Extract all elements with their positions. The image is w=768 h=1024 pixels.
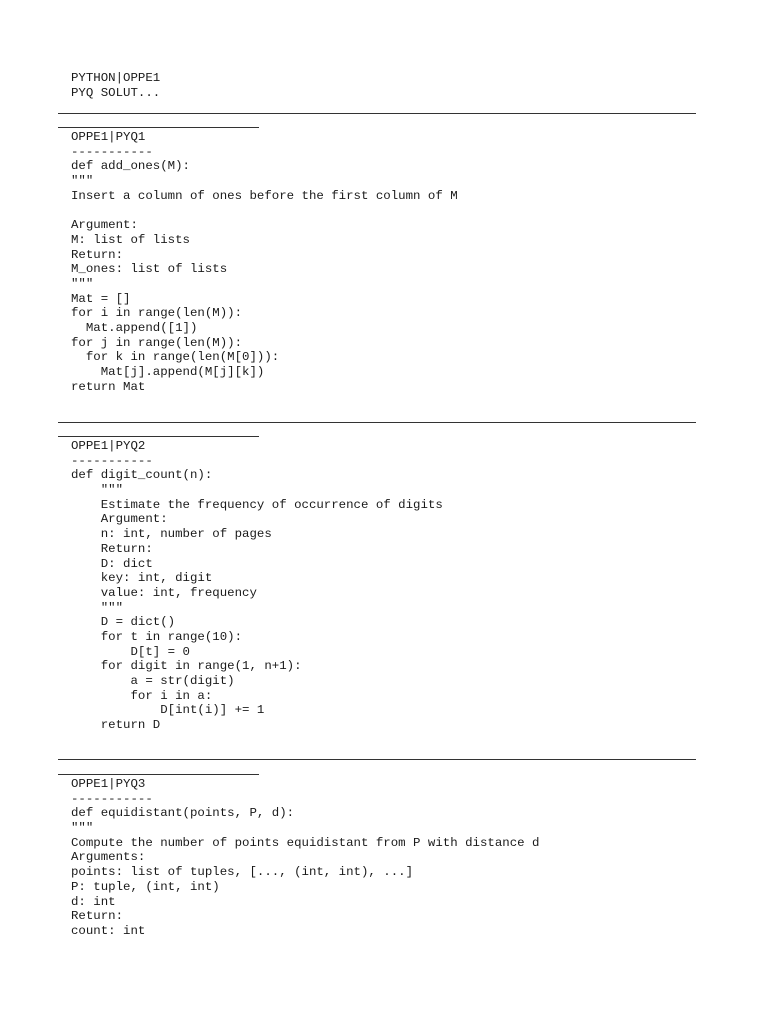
section-title: OPPE1|PYQ3 bbox=[71, 777, 146, 791]
code-line: d: int bbox=[71, 894, 116, 909]
code-line: for i in range(len(M)): bbox=[71, 306, 243, 321]
code-line: a = str(digit) bbox=[71, 674, 235, 688]
code-line: P: tuple, (int, int) bbox=[71, 879, 220, 894]
code-line: for i in a: bbox=[71, 688, 213, 703]
code-line: return Mat bbox=[71, 379, 146, 394]
code-line: n: int, number of pages bbox=[71, 527, 272, 542]
code-line: """ bbox=[71, 483, 124, 498]
code-line: Return: bbox=[71, 247, 124, 262]
code-line: Insert a column of ones before the first column of M bbox=[71, 188, 458, 203]
section-underline bbox=[58, 127, 259, 128]
section-divider bbox=[58, 422, 696, 423]
code-line: def add_ones(M): bbox=[71, 159, 190, 174]
code-line: Estimate the frequency of occurrence of digits bbox=[71, 497, 443, 512]
code-line: ----------- bbox=[71, 791, 153, 806]
code-line: points: list of tuples, [..., (int, int), ...] bbox=[71, 865, 414, 880]
code-line: key: int, digit bbox=[71, 571, 213, 586]
code-line: def digit_count(n): bbox=[71, 468, 213, 483]
document-header bbox=[71, 71, 160, 100]
code-line: def equidistant(points, P, d): bbox=[71, 806, 295, 821]
header-subtitle: PYQ SOLUT... bbox=[71, 85, 161, 100]
code-line: for digit in range(1, n+1): bbox=[71, 659, 302, 674]
code-line: """ bbox=[71, 821, 94, 836]
section-pyq1 bbox=[71, 130, 458, 394]
code-line: for t in range(10): bbox=[71, 629, 243, 644]
code-line: Return: bbox=[71, 541, 153, 556]
code-line: D = dict() bbox=[71, 615, 176, 630]
code-line: ----------- bbox=[71, 453, 153, 468]
code-line: M: list of lists bbox=[71, 232, 190, 247]
code-line: for k in range(len(M[0])): bbox=[71, 350, 280, 365]
section-underline bbox=[58, 774, 259, 775]
code-line: D: dict bbox=[71, 556, 153, 571]
code-line: Argument: bbox=[71, 218, 138, 233]
code-line: for j in range(len(M)): bbox=[71, 335, 243, 350]
code-line: count: int bbox=[71, 923, 146, 938]
section-underline bbox=[58, 436, 259, 437]
code-line: """ bbox=[71, 600, 124, 615]
section-pyq2 bbox=[71, 439, 443, 733]
section-pyq3 bbox=[71, 777, 539, 939]
code-line: Mat = [] bbox=[71, 291, 131, 306]
code-line: value: int, frequency bbox=[71, 585, 257, 600]
header-title: PYTHON|OPPE1 bbox=[71, 71, 161, 85]
section-divider bbox=[58, 113, 696, 114]
section-title: OPPE1|PYQ2 bbox=[71, 439, 146, 453]
code-line: D[t] = 0 bbox=[71, 644, 190, 659]
code-line bbox=[71, 203, 458, 218]
code-line: M_ones: list of lists bbox=[71, 262, 228, 277]
section-divider bbox=[58, 759, 696, 760]
code-line: Mat.append([1]) bbox=[71, 320, 198, 335]
section-title: OPPE1|PYQ1 bbox=[71, 130, 146, 144]
code-line: D[int(i)] += 1 bbox=[71, 703, 265, 718]
code-line: ----------- bbox=[71, 144, 153, 159]
code-line: Mat[j].append(M[j][k]) bbox=[71, 365, 265, 379]
code-line: """ bbox=[71, 276, 94, 291]
code-line: Argument: bbox=[71, 512, 168, 527]
code-line: """ bbox=[71, 174, 94, 189]
code-line: Return: bbox=[71, 909, 124, 924]
code-line: Arguments: bbox=[71, 850, 146, 865]
code-line: Compute the number of points equidistant from P with distance d bbox=[71, 835, 540, 850]
code-line: return D bbox=[71, 718, 161, 733]
